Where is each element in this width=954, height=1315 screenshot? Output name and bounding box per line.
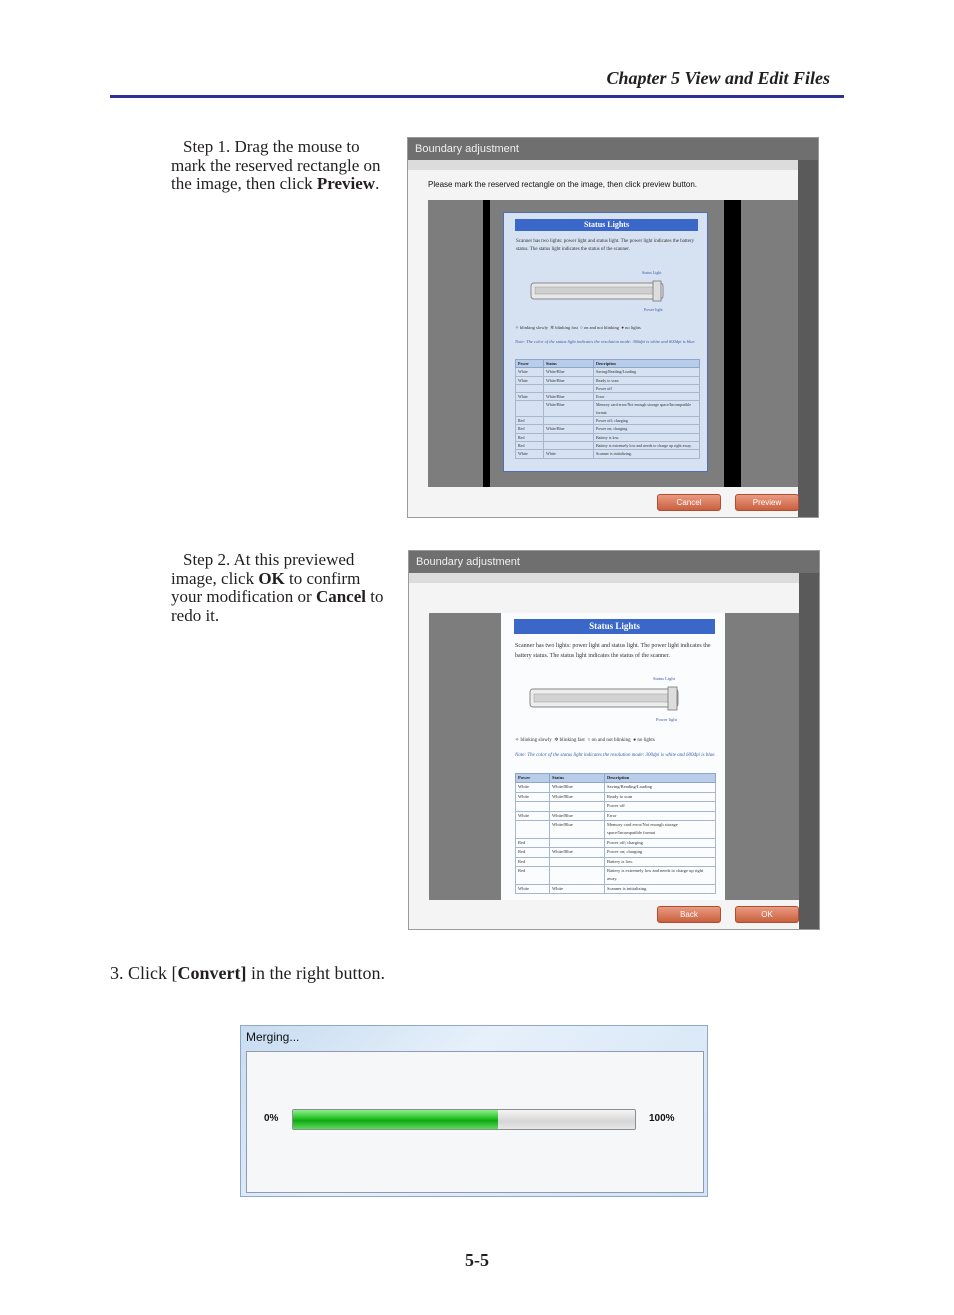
cell: White/Blue	[544, 401, 594, 417]
cell: White/Blue	[544, 425, 594, 433]
dialog1-title: Boundary adjustment	[408, 138, 818, 160]
dialog2-preview-viewer	[429, 613, 799, 900]
blink-fast-icon: ✲	[554, 738, 559, 743]
cell: Red	[516, 425, 544, 433]
cell	[550, 838, 605, 847]
table-row	[516, 368, 700, 376]
cell: White	[516, 368, 544, 376]
page-number: 5-5	[465, 1250, 489, 1270]
dialog2-legend	[515, 737, 655, 743]
legend-off: no lights	[625, 325, 641, 330]
table-row	[516, 417, 700, 425]
step2-line3-post: to	[366, 587, 384, 606]
cell	[516, 384, 544, 392]
col-power: Power	[516, 360, 544, 368]
on-icon: ○	[587, 738, 591, 743]
dialog2-separator	[409, 573, 819, 583]
legend-blink-fast: blinking fast	[559, 738, 585, 743]
merging-title: Merging...	[246, 1030, 300, 1044]
cell	[550, 857, 605, 866]
dialog2-scanner-illustration	[528, 685, 683, 715]
step2-line3	[171, 588, 407, 607]
dialog2-status-table	[515, 773, 716, 894]
cell: Memory card error/Not enough storage space/Incompatible format	[605, 821, 716, 839]
dialog1-image-viewer[interactable]	[428, 200, 798, 487]
cell: Red	[516, 417, 544, 425]
off-icon: ●	[633, 738, 637, 743]
col-status: Status	[550, 774, 605, 783]
dialog2-preview-document	[501, 613, 725, 900]
chapter-header: Chapter 5 View and Edit Files	[606, 68, 830, 88]
dialog2-side-bar	[799, 573, 819, 929]
cell: Red	[516, 848, 550, 857]
progress-bar	[292, 1109, 636, 1130]
cell: Memory card error/Not enough storage space/Incompatible format	[594, 401, 700, 417]
blink-slow-icon: ✧	[515, 738, 520, 743]
cell: Battery is low.	[605, 857, 716, 866]
step3-text	[110, 963, 385, 984]
cell	[516, 802, 550, 811]
cell: White	[516, 884, 550, 893]
table-row	[516, 867, 716, 885]
cell: Saving/Reading/Loading	[605, 783, 716, 792]
dialog1-left-black-strip	[483, 200, 490, 487]
cell: Scanner is initializing.	[594, 450, 700, 458]
cell: Red	[516, 441, 544, 449]
cell: Red	[516, 838, 550, 847]
cell: White/Blue	[550, 811, 605, 820]
table-row	[516, 821, 716, 839]
legend-blink-slow: blinking slowly	[519, 325, 549, 330]
cell	[544, 433, 594, 441]
cell	[550, 802, 605, 811]
cell: White	[516, 393, 544, 401]
cell: Error	[605, 811, 716, 820]
cell	[544, 384, 594, 392]
cell: White/Blue	[550, 821, 605, 839]
table-row	[516, 848, 716, 857]
cell: Battery is low.	[594, 433, 700, 441]
cell: White/Blue	[550, 848, 605, 857]
cell: White	[544, 450, 594, 458]
legend-on: on and not blinking	[583, 325, 620, 330]
table-row	[516, 838, 716, 847]
merging-dialog	[240, 1025, 708, 1197]
header-rule	[110, 95, 844, 98]
dialog2-power-light-label: Power light	[656, 717, 677, 722]
cell: White	[550, 884, 605, 893]
step2-bold-cancel: Cancel	[315, 587, 366, 606]
dialog1-doc-paragraph: Scanner has two lights: power light and status light. The power light indicates the battery status. The status light indicates the status of the scanner.	[516, 239, 695, 252]
step1-line1: Step 1. Drag the mouse to	[183, 137, 360, 156]
step3-bold-convert: Convert]	[177, 963, 247, 983]
table-row	[516, 425, 700, 433]
cell: Power on; charging	[605, 848, 716, 857]
dialog2-status-light-label: Status Light	[653, 676, 675, 681]
table-row	[516, 884, 716, 893]
cell: Power off	[594, 384, 700, 392]
table-row	[516, 376, 700, 384]
col-description: Description	[605, 774, 716, 783]
cell: White/Blue	[544, 368, 594, 376]
step3-pre: 3. Click [	[110, 963, 178, 983]
cell: Saving/Reading/Loading	[594, 368, 700, 376]
legend-off: no lights	[637, 738, 655, 743]
step1-line3	[171, 175, 403, 194]
cell	[544, 441, 594, 449]
table-header-row	[516, 774, 716, 783]
cell: White	[516, 783, 550, 792]
dialog1-doc-note: Note: The color of the status light indicates the resolution mode: 300dpi is white and 600dpi is blue.	[515, 339, 696, 344]
table-row	[516, 811, 716, 820]
cell: White	[516, 376, 544, 384]
dialog1-separator	[408, 160, 818, 170]
cell: Power off; charging	[594, 417, 700, 425]
cell: Battery is extremely low and needs to charge up right away.	[594, 441, 700, 449]
on-icon: ○	[580, 325, 583, 330]
step2-line1: Step 2. At this previewed	[183, 550, 355, 569]
step2-line3-pre: your modification or	[171, 587, 316, 606]
dialog1-legend	[515, 325, 641, 331]
dialog2-doc-heading: Status Lights	[514, 619, 715, 634]
back-button[interactable]: Back	[657, 906, 721, 923]
dialog1-doc-heading: Status Lights	[515, 219, 698, 231]
dialog2-title: Boundary adjustment	[409, 551, 819, 573]
cell	[516, 821, 550, 839]
table-row	[516, 802, 716, 811]
col-power: Power	[516, 774, 550, 783]
progress-start-label: 0%	[264, 1113, 279, 1124]
cell: Red	[516, 433, 544, 441]
step1-tail: .	[375, 174, 380, 193]
blink-slow-icon: ✧	[515, 325, 519, 330]
cell: White	[516, 792, 550, 801]
cell: White/Blue	[550, 783, 605, 792]
table-row	[516, 450, 700, 458]
dialog2-doc-note: Note: The color of the status light indicates the resolution mode: 300dpi is white and 600dpi is blue.	[515, 753, 716, 758]
cell: Error	[594, 393, 700, 401]
dialog1-power-light-label: Power light	[644, 307, 663, 312]
blink-fast-icon: ✲	[550, 325, 555, 330]
legend-on: on and not blinking	[591, 738, 631, 743]
step2-text	[171, 551, 407, 625]
boundary-dialog-2	[408, 550, 820, 930]
cell: Ready to scan	[605, 792, 716, 801]
cell: White	[516, 811, 550, 820]
cell: Power off; charging	[605, 838, 716, 847]
step2-line2	[171, 570, 407, 589]
dialog1-status-light-label: Status Light	[642, 270, 662, 275]
step2-line2-pre: image, click	[171, 568, 259, 588]
step3-post: in the right button.	[246, 963, 385, 983]
table-row	[516, 441, 700, 449]
dialog1-scanner-illustration	[529, 279, 669, 305]
dialog1-side-bar	[798, 160, 818, 517]
step1-line3-text: the image, then click	[171, 174, 317, 193]
table-row	[516, 857, 716, 866]
step2-line2-post: to confirm	[284, 568, 361, 588]
table-row	[516, 792, 716, 801]
cell: Red	[516, 857, 550, 866]
cancel-button[interactable]: Cancel	[657, 494, 721, 511]
cell: Battery is extremely low and needs to charge up right away.	[605, 867, 716, 885]
table-row	[516, 401, 700, 417]
cell: White	[516, 450, 544, 458]
step1-bold-preview: Preview	[316, 174, 376, 193]
cell: Ready to scan	[594, 376, 700, 384]
dialog2-doc-paragraph: Scanner has two lights: power light and status light. The power light indicates the battery status. The status light indicates the status of the scanner.	[515, 643, 711, 659]
cell: Scanner is initializing.	[605, 884, 716, 893]
cell: Power on; charging	[594, 425, 700, 433]
off-icon: ●	[621, 325, 625, 330]
ok-button[interactable]: OK	[735, 906, 799, 923]
table-row	[516, 393, 700, 401]
preview-button[interactable]: Preview	[735, 494, 799, 511]
legend-blink-fast: blinking fast	[555, 325, 578, 330]
cell	[544, 417, 594, 425]
cell: White/Blue	[550, 792, 605, 801]
cell	[516, 401, 544, 417]
col-status: Status	[544, 360, 594, 368]
dialog1-right-black-strip	[724, 200, 741, 487]
step1-text	[171, 138, 403, 194]
progress-end-label: 100%	[649, 1113, 675, 1124]
dialog1-selection-rectangle[interactable]	[503, 212, 708, 472]
cell: Power off	[605, 802, 716, 811]
table-header-row	[516, 360, 700, 368]
legend-blink-slow: blinking slowly	[520, 738, 552, 743]
table-row	[516, 384, 700, 392]
cell: White/Blue	[544, 393, 594, 401]
progress-bar-fill	[293, 1110, 498, 1129]
boundary-dialog-1	[407, 137, 819, 518]
step2-bold-ok: OK	[258, 568, 285, 588]
dialog1-instruction: Please mark the reserved rectangle on the image, then click preview button.	[428, 180, 698, 189]
dialog1-status-table	[515, 359, 700, 459]
cell	[550, 867, 605, 885]
step1-line2: mark the reserved rectangle on	[171, 155, 381, 175]
step2-line4: redo it.	[171, 605, 220, 625]
cell: White/Blue	[544, 376, 594, 384]
table-row	[516, 433, 700, 441]
table-row	[516, 783, 716, 792]
merging-body	[246, 1051, 704, 1193]
cell: Red	[516, 867, 550, 885]
col-description: Description	[594, 360, 700, 368]
